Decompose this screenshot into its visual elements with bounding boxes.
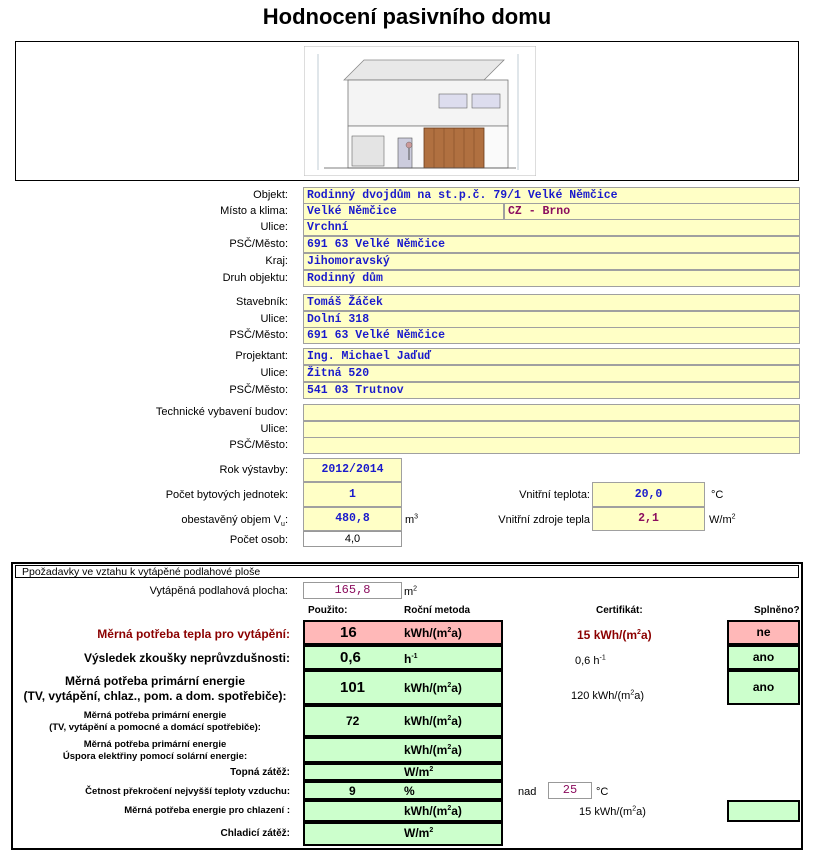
osob-field[interactable]: 4,0 — [303, 531, 402, 547]
chladici-unit — [404, 826, 433, 840]
jednotek-field[interactable]: 1 — [303, 482, 402, 507]
psc-label: PSČ/Město: — [229, 238, 288, 250]
teplo-cert-sup: 2 — [637, 629, 641, 636]
stavebnik-label: Stavebník: — [236, 296, 288, 308]
topna-unit-sup: 2 — [429, 766, 434, 773]
primarni2-label-2: (TV, vytápění a pomocné a domácí spotřebiče): — [49, 721, 261, 733]
vzduch-label: Výsledek zkoušky neprůvzdušnosti: — [83, 651, 290, 665]
teplo-unit-sup: 2 — [447, 627, 452, 634]
objem-unit-sup: 3 — [414, 513, 419, 521]
teplota-field[interactable]: 20,0 — [592, 482, 705, 507]
primarni-label-2: (TV, vytápění, chlaz., pom. a dom. spotřebiče): — [23, 689, 287, 703]
zdroje-unit-text: W/m — [709, 514, 732, 526]
vzduch-unit-text: h — [404, 652, 412, 666]
primarni2-label — [20, 710, 290, 734]
objekt-field[interactable]: Rodinný dvojdům na st.p.č. 79/1 Velké Němčice — [303, 187, 800, 204]
primarni-result: ano — [727, 670, 800, 705]
col-cert: Certifikát: — [596, 605, 643, 616]
solarni-unit — [404, 743, 462, 757]
plocha-label: Vytápěná podlahová plocha: — [149, 585, 288, 597]
technicke-ulice-label: Ulice: — [260, 423, 288, 435]
cetnost-value: 9 — [349, 784, 356, 798]
solarni-label-1: Měrná potřeba primární energie — [83, 739, 227, 750]
technicke-psc-field[interactable] — [303, 437, 800, 454]
chlazeni-cert-end: a) — [636, 806, 646, 818]
chlazeni-unit-text: kWh/(m — [404, 804, 448, 818]
technicke-psc-label: PSČ/Město: — [229, 439, 288, 451]
objem-label-sub: u — [281, 521, 285, 529]
page-title: Hodnocení pasivního domu — [262, 4, 552, 29]
objem-field[interactable]: 480,8 — [303, 507, 402, 531]
zdroje-unit-sup: 2 — [731, 513, 736, 521]
plocha-unit — [404, 586, 417, 598]
requirements-heading: Ppožadavky ve vztahu k vytápěné podlahové ploše — [15, 565, 799, 578]
psc-field[interactable]: 691 63 Velké Němčice — [303, 236, 800, 253]
druh-label: Druh objektu: — [222, 272, 288, 284]
topna-box — [303, 763, 503, 781]
chladici-unit-sup: 2 — [429, 827, 434, 834]
primarni-value: 101 — [340, 679, 366, 696]
zdroje-unit — [709, 514, 736, 526]
primarni2-unit — [404, 714, 462, 728]
teplo-result: ne — [727, 620, 800, 645]
primarni-cert-end: a) — [634, 690, 644, 702]
teplo-cert-unit: kWh/(m — [593, 628, 638, 642]
solarni-unit-text: kWh/(m — [404, 743, 448, 757]
chladici-label: Chladicí zátěž: — [220, 828, 290, 839]
chlazeni-cert-unit: kWh/(m — [594, 806, 633, 818]
klima-field[interactable]: CZ - Brno — [504, 203, 800, 220]
stavebnik-ulice-label: Ulice: — [260, 313, 288, 325]
chlazeni-unit-end: a) — [451, 804, 462, 818]
projektant-ulice-label: Ulice: — [260, 367, 288, 379]
vzduch-value: 0,6 — [340, 649, 361, 666]
vzduch-cert-value: 0,6 — [575, 655, 591, 667]
primarni-unit-sup: 2 — [447, 682, 452, 689]
teplo-value: 16 — [340, 624, 357, 641]
primarni2-unit-sup: 2 — [447, 715, 452, 722]
projektant-psc-label: PSČ/Město: — [229, 384, 288, 396]
solarni-unit-end: a) — [451, 743, 462, 757]
projektant-ulice-field[interactable]: Žitná 520 — [303, 365, 800, 382]
chladici-unit-text: W/m — [404, 826, 430, 840]
chladici-box — [303, 822, 503, 846]
stavebnik-field[interactable]: Tomáš Žáček — [303, 294, 800, 311]
vzduch-cert-unit: h — [593, 655, 600, 667]
misto-label: Místo a klima: — [220, 205, 288, 217]
cetnost-nad-field[interactable]: 25 — [548, 782, 592, 799]
topna-label: Topná zátěž: — [230, 767, 290, 778]
objem-unit-text: m — [405, 514, 415, 526]
chlazeni-label: Měrná potřeba energie pro chlazení : — [124, 805, 290, 816]
cetnost-label: Četnost překročení nejvyšší teploty vzduchu: — [85, 786, 290, 797]
teplo-unit-end: a) — [451, 626, 462, 640]
cetnost-unit: % — [404, 784, 415, 798]
primarni-label-1: Měrná potřeba primární energie — [64, 674, 246, 688]
stavebnik-ulice-field[interactable]: Dolní 318 — [303, 311, 800, 328]
plocha-field[interactable]: 165,8 — [303, 582, 402, 599]
vzduch-result: ano — [727, 645, 800, 670]
chlazeni-cert-sup: 2 — [632, 805, 637, 813]
jednotek-label: Počet bytových jednotek: — [165, 489, 288, 501]
objem-label — [8, 512, 288, 528]
primarni-cert-unit: kWh/(m — [592, 690, 631, 702]
teplota-unit: °C — [711, 489, 724, 501]
chlazeni-unit — [404, 804, 462, 818]
kraj-field[interactable]: Jihomoravský — [303, 253, 800, 270]
projektant-label: Projektant: — [235, 350, 288, 362]
kraj-label: Kraj: — [265, 255, 288, 267]
zdroje-label: Vnitřní zdroje tepla — [498, 514, 590, 526]
primarni-unit-text: kWh/(m — [404, 681, 448, 695]
solarni-box — [303, 737, 503, 763]
vzduch-cert-sup: -1 — [599, 654, 606, 662]
projektant-psc-field[interactable]: 541 03 Trutnov — [303, 382, 800, 399]
primarni2-box — [303, 705, 503, 737]
vzduch-box — [303, 645, 503, 670]
cetnost-nad-label: nad — [518, 786, 537, 798]
topna-unit-text: W/m — [404, 765, 430, 779]
zdroje-field[interactable]: 2,1 — [592, 507, 705, 531]
teplo-unit — [404, 626, 462, 640]
solarni-unit-sup: 2 — [447, 744, 452, 751]
teplo-unit-text: kWh/(m — [404, 626, 448, 640]
teplo-label: Měrná potřeba tepla pro vytápění: — [97, 627, 290, 641]
ulice-field[interactable]: Vrchní — [303, 219, 800, 236]
image-frame — [15, 41, 799, 181]
osob-label: Počet osob: — [229, 534, 288, 546]
chlazeni-box — [303, 800, 503, 822]
teplo-cert-value: 15 — [577, 628, 591, 642]
objekt-label: Objekt: — [253, 189, 288, 201]
vzduch-unit — [404, 652, 418, 666]
house-elevation-drawing — [304, 46, 536, 176]
primarni2-value: 72 — [346, 714, 360, 728]
chlazeni-cert — [579, 806, 646, 818]
misto-field[interactable]: Velké Němčice — [303, 203, 504, 220]
ulice-label: Ulice: — [260, 221, 288, 233]
rok-label: Rok výstavby: — [219, 464, 288, 476]
technicke-ulice-field[interactable] — [303, 421, 800, 438]
objem-label-text: obestavěný objem V — [181, 514, 282, 526]
technicke-field[interactable] — [303, 404, 800, 421]
col-splneno: Splněno? — [754, 605, 800, 616]
plocha-unit-text: m — [404, 586, 414, 598]
vzduch-cert — [575, 655, 606, 667]
plocha-unit-sup: 2 — [413, 585, 418, 593]
primarni2-label-1: Měrná potřeba primární energie — [83, 710, 227, 721]
cetnost-box — [303, 781, 503, 800]
primarni-cert-sup: 2 — [630, 689, 635, 697]
objem-label-end: : — [284, 514, 288, 526]
primarni-cert-value: 120 — [571, 690, 590, 702]
primarni2-unit-end: a) — [451, 714, 462, 728]
primarni-unit — [404, 681, 462, 695]
col-pouzito: Použito: — [308, 605, 348, 616]
chlazeni-unit-sup: 2 — [447, 805, 452, 812]
primarni-cert — [571, 690, 644, 702]
teplo-cert-end: a) — [640, 628, 652, 642]
teplo-cert — [577, 628, 652, 642]
topna-unit — [404, 765, 433, 779]
projektant-field[interactable]: Ing. Michael Jaďuď — [303, 348, 800, 365]
primarni-box — [303, 670, 503, 705]
teplo-box — [303, 620, 503, 645]
cetnost-nad-unit: °C — [596, 786, 609, 798]
stavebnik-psc-field[interactable]: 691 63 Velké Němčice — [303, 327, 800, 344]
primarni2-unit-text: kWh/(m — [404, 714, 448, 728]
stavebnik-psc-label: PSČ/Město: — [229, 329, 288, 341]
primarni-unit-end: a) — [451, 681, 462, 695]
teplota-label: Vnitřní teplota: — [519, 489, 590, 501]
technicke-label: Technické vybavení budov: — [155, 406, 288, 418]
primarni-label — [20, 674, 290, 704]
druh-field[interactable]: Rodinný dům — [303, 270, 800, 287]
solarni-label-2: Úspora elektřiny pomocí solární energie: — [62, 750, 248, 762]
col-metoda: Roční metoda — [404, 605, 471, 616]
chlazeni-result — [727, 800, 800, 822]
objem-unit — [405, 514, 418, 526]
solarni-label — [20, 739, 290, 763]
rok-field[interactable]: 2012/2014 — [303, 458, 402, 482]
chlazeni-cert-value: 15 — [579, 806, 592, 818]
vzduch-unit-sup: -1 — [411, 653, 418, 660]
